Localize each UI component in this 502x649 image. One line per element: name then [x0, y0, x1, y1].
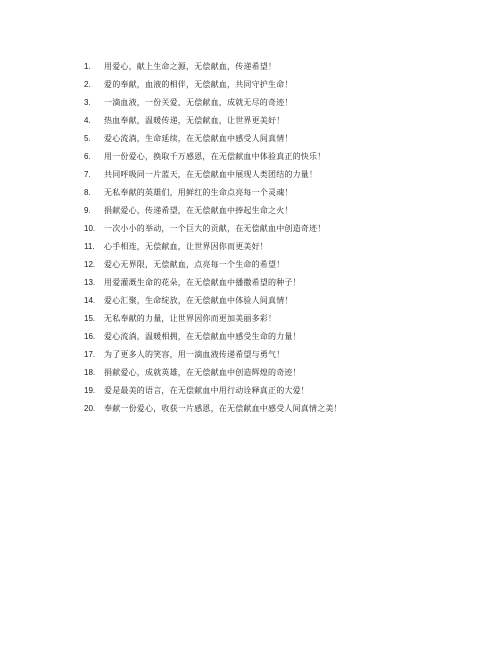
item-text: 心手相连，无偿献血，让世界因你而更美好！	[104, 242, 268, 251]
list-item	[84, 274, 484, 292]
list-item	[84, 364, 484, 382]
list-item	[84, 292, 484, 310]
list-item	[84, 238, 484, 256]
item-number: 7.	[84, 170, 91, 179]
list-item	[84, 310, 484, 328]
item-number: 5.	[84, 134, 91, 143]
list-item	[84, 346, 484, 364]
item-number: 19.	[84, 386, 96, 395]
item-text: 共同呼吸同一片蓝天，在无偿献血中展现人类团结的力量！	[104, 170, 318, 179]
item-number: 2.	[84, 80, 91, 89]
item-number: 10.	[84, 224, 96, 233]
item-number: 17.	[84, 350, 96, 359]
item-text: 爱心流淌，温暖相拥，在无偿献血中感受生命的力量！	[104, 332, 301, 341]
item-number: 3.	[84, 98, 91, 107]
item-text: 爱心汇聚，生命绽放，在无偿献血中体验人间真情！	[104, 296, 293, 305]
item-number: 20.	[84, 404, 96, 413]
list-item	[84, 220, 484, 238]
list-item	[84, 58, 484, 76]
item-text: 无私奉献的力量，让世界因你而更加美丽多彩！	[104, 314, 277, 323]
list-item	[84, 328, 484, 346]
item-text: 爱的奉献，血液的相伴，无偿献血，共同守护生命！	[104, 80, 293, 89]
list-item	[84, 400, 484, 418]
item-text: 爱是最美的语言，在无偿献血中用行动诠释真正的大爱！	[104, 386, 309, 395]
item-number: 18.	[84, 368, 96, 377]
list-item	[84, 148, 484, 166]
item-number: 14.	[84, 296, 96, 305]
item-number: 16.	[84, 332, 96, 341]
list-item	[84, 94, 484, 112]
list-item	[84, 76, 484, 94]
item-text: 爱心流淌，生命延续，在无偿献血中感受人间真情！	[104, 134, 293, 143]
item-text: 用爱灌溉生命的花朵，在无偿献血中播撒希望的种子！	[104, 278, 301, 287]
slogan-list	[84, 58, 484, 418]
list-item	[84, 256, 484, 274]
item-text: 爱心无界限，无偿献血，点亮每一个生命的希望！	[104, 260, 285, 269]
item-text: 捐献爱心，成就英雄，在无偿献血中创造辉煌的奇迹！	[104, 368, 301, 377]
item-text: 奉献一份爱心，收获一片感恩，在无偿献血中感受人间真情之美！	[104, 404, 342, 413]
list-item	[84, 112, 484, 130]
list-item	[84, 130, 484, 148]
item-text: 一滴血液，一份关爱，无偿献血，成就无尽的奇迹！	[104, 98, 293, 107]
item-number: 6.	[84, 152, 91, 161]
list-item	[84, 166, 484, 184]
item-text: 捐献爱心，传递希望，在无偿献血中捧起生命之火！	[104, 206, 293, 215]
item-number: 13.	[84, 278, 96, 287]
item-text: 用爱心，献上生命之源，无偿献血，传递希望！	[104, 62, 277, 71]
item-number: 12.	[84, 260, 96, 269]
item-number: 15.	[84, 314, 96, 323]
list-item	[84, 184, 484, 202]
item-number: 11.	[84, 242, 95, 251]
item-number: 4.	[84, 116, 91, 125]
list-item	[84, 382, 484, 400]
item-number: 9.	[84, 206, 91, 215]
item-text: 一次小小的举动，一个巨大的贡献，在无偿献血中创造奇迹！	[104, 224, 326, 233]
item-text: 用一份爱心，换取千万感恩，在无偿献血中体验真正的快乐！	[104, 152, 326, 161]
item-number: 1.	[84, 62, 91, 71]
item-number: 8.	[84, 188, 91, 197]
item-text: 热血奉献，温暖传递，无偿献血，让世界更美好！	[104, 116, 285, 125]
item-text: 无私奉献的英雄们，用鲜红的生命点亮每一个灵魂！	[104, 188, 293, 197]
item-text: 为了更多人的笑容，用一滴血液传递希望与勇气！	[104, 350, 285, 359]
list-item	[84, 202, 484, 220]
